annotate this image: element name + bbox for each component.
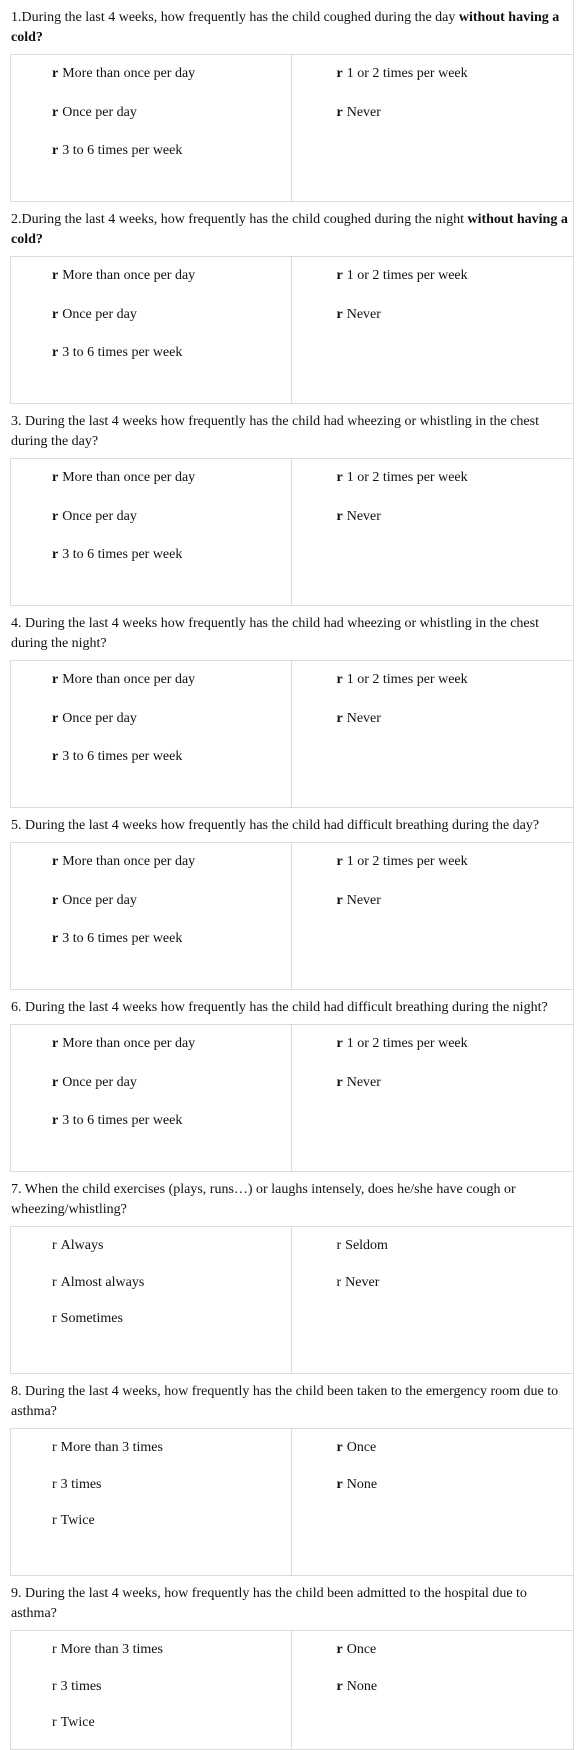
option-label: 3 to 6 times per week [62, 345, 183, 360]
option-marker-icon[interactable]: r [52, 854, 59, 869]
question-segment: 3. During the last 4 weeks how frequently has the child had wheezing or whistling in the chest during the day? [11, 414, 539, 449]
answer-option[interactable] [52, 102, 291, 141]
option-label: Almost always [60, 1274, 145, 1290]
options-column-left [10, 459, 292, 605]
answer-option[interactable] [337, 63, 574, 102]
question-block [10, 202, 573, 404]
answer-option[interactable] [52, 342, 291, 381]
answer-option[interactable] [52, 63, 291, 102]
answer-option[interactable] [337, 1033, 574, 1072]
option-marker-icon[interactable]: r [336, 1074, 343, 1090]
option-marker-icon[interactable]: r [52, 143, 59, 158]
question-text [10, 1172, 573, 1227]
option-label: 3 to 6 times per week [62, 1113, 183, 1128]
answer-option[interactable] [337, 669, 574, 708]
answer-options [10, 661, 573, 807]
option-label: Never [346, 508, 381, 524]
option-marker-icon[interactable]: r [52, 508, 59, 524]
option-marker-icon[interactable]: r [336, 1036, 343, 1051]
option-marker-icon[interactable]: r [52, 470, 59, 485]
option-label: 1 or 2 times per week [346, 1036, 468, 1051]
question-segment: 8. During the last 4 weeks, how frequently has the child been taken to the emergency room due to asthma? [11, 1384, 559, 1419]
option-label: Twice [60, 1715, 95, 1730]
option-label: Seldom [345, 1238, 388, 1253]
options-column-right [292, 1429, 574, 1575]
option-marker-icon[interactable]: r [52, 1036, 59, 1051]
answer-option[interactable] [337, 1072, 574, 1111]
option-marker-icon[interactable]: r [52, 1678, 57, 1694]
option-marker-icon[interactable]: r [52, 1113, 59, 1128]
option-marker-icon[interactable]: r [52, 1311, 57, 1326]
question-segment: 1.During the last 4 weeks, how frequently has the child coughed during the day [11, 10, 459, 25]
option-marker-icon[interactable]: r [336, 268, 343, 283]
option-marker-icon[interactable]: r [336, 892, 343, 908]
option-label: More than once per day [62, 470, 196, 485]
options-column-left [10, 843, 292, 989]
question-text [10, 990, 573, 1025]
option-label: More than once per day [62, 854, 196, 869]
option-label: Once [346, 1440, 377, 1455]
option-label: 3 times [60, 1678, 102, 1694]
answer-option[interactable] [52, 1510, 291, 1547]
option-label: Once per day [62, 508, 137, 524]
option-marker-icon[interactable]: r [52, 931, 59, 946]
answer-option[interactable] [337, 304, 574, 343]
option-label: 1 or 2 times per week [346, 672, 468, 687]
answer-option[interactable] [337, 890, 574, 929]
question-text [10, 808, 573, 843]
question-text [10, 0, 573, 55]
options-column-left [10, 1227, 292, 1373]
option-label: Once per day [62, 104, 137, 120]
option-marker-icon[interactable]: r [336, 1678, 343, 1694]
option-marker-icon[interactable]: r [52, 1440, 57, 1455]
options-column-right [292, 55, 574, 201]
option-label: Never [346, 306, 381, 322]
option-label: Once per day [62, 710, 137, 726]
option-marker-icon[interactable]: r [336, 854, 343, 869]
answer-options [10, 1227, 573, 1373]
answer-option[interactable] [52, 1474, 291, 1511]
option-label: 3 to 6 times per week [62, 749, 183, 764]
option-label: More than 3 times [60, 1440, 163, 1455]
question-text [10, 606, 573, 661]
question-block [10, 606, 573, 808]
option-marker-icon[interactable]: r [336, 672, 343, 687]
option-marker-icon[interactable]: r [52, 345, 59, 360]
option-marker-icon[interactable]: r [52, 66, 59, 81]
option-marker-icon[interactable]: r [336, 1238, 342, 1253]
option-marker-icon[interactable]: r [52, 1715, 57, 1730]
answer-option[interactable] [337, 506, 574, 545]
option-label: Never [346, 104, 381, 120]
option-marker-icon[interactable]: r [52, 892, 59, 908]
answer-options [10, 1025, 573, 1171]
option-label: 1 or 2 times per week [346, 854, 468, 869]
answer-option[interactable] [337, 265, 574, 304]
question-emphasis: without having a cold? [11, 10, 560, 45]
question-segment: 7. When the child exercises (plays, runs…) or laughs intensely, does he/she have cough or wheezing/whistling? [11, 1182, 516, 1217]
answer-option[interactable] [52, 140, 291, 179]
option-label: Never [346, 892, 381, 908]
question-text [10, 404, 573, 459]
option-marker-icon[interactable]: r [52, 1513, 57, 1528]
question-block [10, 1576, 573, 1750]
answer-options [10, 257, 573, 403]
options-column-left [10, 55, 292, 201]
answer-option[interactable] [52, 746, 291, 785]
question-segment: 9. During the last 4 weeks, how frequently has the child been admitted to the hospital due to asthma? [11, 1586, 527, 1621]
answer-options [10, 1429, 573, 1575]
option-label: Always [60, 1238, 104, 1253]
answer-options [10, 55, 573, 201]
option-marker-icon[interactable]: r [336, 508, 343, 524]
answer-option[interactable] [52, 928, 291, 967]
question-block [10, 404, 573, 606]
answer-option[interactable] [337, 102, 574, 141]
answer-option[interactable] [337, 1639, 574, 1676]
answer-option[interactable] [337, 1272, 574, 1309]
options-column-right [292, 661, 574, 807]
option-marker-icon[interactable]: r [52, 306, 59, 322]
options-column-left [10, 661, 292, 807]
question-block [10, 1172, 573, 1374]
option-label: Once [346, 1642, 377, 1657]
answer-option[interactable] [52, 544, 291, 583]
answer-option[interactable] [52, 1072, 291, 1111]
option-label: Sometimes [60, 1311, 123, 1326]
answer-option[interactable] [52, 851, 291, 890]
option-marker-icon[interactable]: r [52, 1642, 57, 1657]
answer-option[interactable] [52, 890, 291, 929]
answer-option[interactable] [337, 1235, 574, 1272]
option-marker-icon[interactable]: r [52, 1476, 57, 1492]
answer-option[interactable] [52, 1639, 291, 1676]
answer-option[interactable] [52, 669, 291, 708]
option-label: 3 to 6 times per week [62, 143, 183, 158]
options-column-right [292, 1631, 574, 1749]
option-label: More than once per day [62, 66, 196, 81]
question-segment: 2.During the last 4 weeks, how frequently has the child coughed during the night [11, 212, 468, 227]
option-marker-icon[interactable]: r [336, 1440, 343, 1455]
answer-option[interactable] [52, 304, 291, 343]
answer-option[interactable] [337, 1676, 574, 1713]
option-label: 3 to 6 times per week [62, 547, 183, 562]
option-label: Once per day [62, 306, 137, 322]
option-marker-icon[interactable]: r [336, 104, 343, 120]
question-text [10, 1576, 573, 1631]
options-column-left [10, 1631, 292, 1749]
options-column-left [10, 1025, 292, 1171]
answer-options [10, 843, 573, 989]
answer-option[interactable] [337, 708, 574, 747]
option-marker-icon[interactable]: r [52, 104, 59, 120]
answer-option[interactable] [337, 1437, 574, 1474]
answer-option[interactable] [52, 1235, 291, 1272]
option-marker-icon[interactable]: r [52, 1074, 59, 1090]
answer-option[interactable] [52, 1308, 291, 1345]
question-block [10, 1374, 573, 1576]
option-marker-icon[interactable]: r [52, 710, 59, 726]
answer-option[interactable] [52, 265, 291, 304]
option-marker-icon[interactable]: r [52, 1274, 57, 1290]
option-marker-icon[interactable]: r [336, 710, 343, 726]
options-column-left [10, 257, 292, 403]
answer-option[interactable] [52, 467, 291, 506]
option-label: 1 or 2 times per week [346, 66, 468, 81]
options-column-right [292, 257, 574, 403]
option-label: Never [346, 1074, 381, 1090]
question-block [10, 990, 573, 1172]
questionnaire [10, 0, 574, 1750]
option-marker-icon[interactable]: r [52, 268, 59, 283]
option-marker-icon[interactable]: r [52, 547, 59, 562]
question-block [10, 808, 573, 990]
option-label: More than once per day [62, 672, 196, 687]
answer-option[interactable] [337, 1474, 574, 1511]
option-marker-icon[interactable]: r [52, 749, 59, 764]
option-marker-icon[interactable]: r [336, 1476, 343, 1492]
option-label: 1 or 2 times per week [346, 470, 468, 485]
answer-option[interactable] [52, 1110, 291, 1149]
question-text [10, 1374, 573, 1429]
option-marker-icon[interactable]: r [336, 306, 343, 322]
answer-options [10, 459, 573, 605]
answer-option[interactable] [52, 1712, 291, 1749]
options-column-right [292, 1025, 574, 1171]
option-label: More than 3 times [60, 1642, 163, 1657]
option-label: Never [346, 710, 381, 726]
answer-options [10, 1631, 573, 1749]
option-label: More than once per day [62, 1036, 196, 1051]
question-segment: 6. During the last 4 weeks how frequently has the child had difficult breathing during the night? [11, 1000, 548, 1015]
answer-option[interactable] [337, 467, 574, 506]
option-label: 3 times [60, 1476, 102, 1492]
options-column-right [292, 1227, 574, 1373]
answer-option[interactable] [337, 851, 574, 890]
answer-option[interactable] [52, 1437, 291, 1474]
option-label: 1 or 2 times per week [346, 268, 468, 283]
option-marker-icon[interactable]: r [336, 66, 343, 81]
answer-option[interactable] [52, 506, 291, 545]
answer-option[interactable] [52, 1676, 291, 1713]
answer-option[interactable] [52, 1272, 291, 1309]
question-emphasis: without having a cold? [11, 212, 568, 247]
option-label: Once per day [62, 892, 137, 908]
question-text [10, 202, 573, 257]
options-column-right [292, 843, 574, 989]
option-marker-icon[interactable]: r [52, 672, 59, 687]
option-label: Twice [60, 1513, 95, 1528]
question-segment: 4. During the last 4 weeks how frequently has the child had wheezing or whistling in the chest during the night? [11, 616, 539, 651]
option-label: Never [345, 1274, 380, 1290]
option-marker-icon[interactable]: r [336, 1642, 343, 1657]
answer-option[interactable] [52, 708, 291, 747]
option-label: None [346, 1678, 378, 1694]
option-marker-icon[interactable]: r [336, 470, 343, 485]
question-block [10, 0, 573, 202]
option-label: 3 to 6 times per week [62, 931, 183, 946]
option-label: Once per day [62, 1074, 137, 1090]
option-label: More than once per day [62, 268, 196, 283]
option-marker-icon[interactable]: r [52, 1238, 57, 1253]
answer-option[interactable] [52, 1033, 291, 1072]
options-column-right [292, 459, 574, 605]
question-segment: 5. During the last 4 weeks how frequently has the child had difficult breathing during the day? [11, 818, 540, 833]
option-label: None [346, 1476, 378, 1492]
option-marker-icon[interactable]: r [336, 1274, 342, 1290]
options-column-left [10, 1429, 292, 1575]
